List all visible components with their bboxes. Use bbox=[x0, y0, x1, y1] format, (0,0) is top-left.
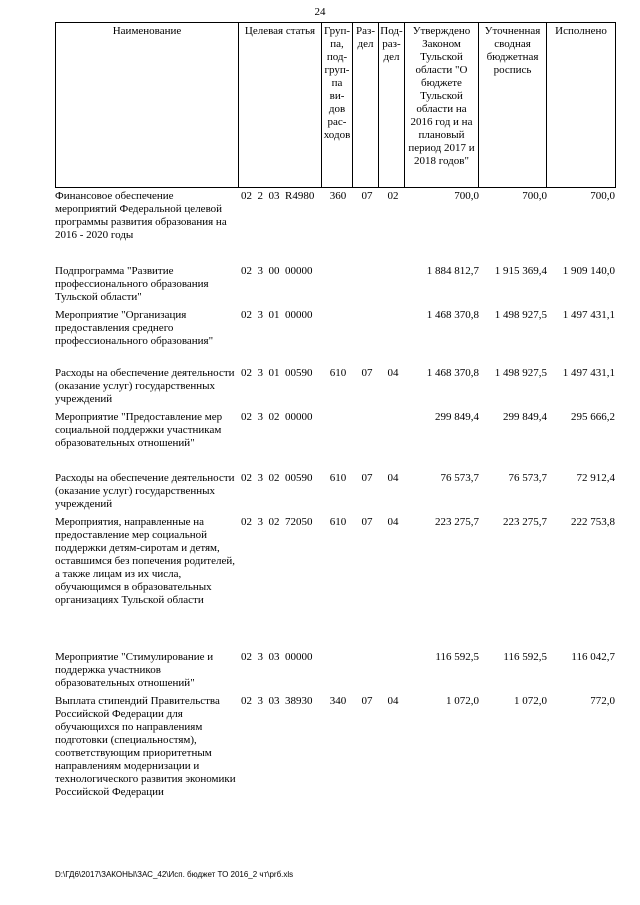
row-name: Мероприятия, направленные на предоставление мер социальной поддержки детям-сиротам и детям, оставшимся без попечения родителей, а также лицам из их числа, обучающимся в образовательных организациях Тульской области bbox=[55, 516, 235, 606]
row-podrazdel: 04 bbox=[387, 695, 399, 707]
row-executed: 116 042,7 bbox=[571, 651, 615, 663]
row-refined: 1 072,0 bbox=[514, 695, 547, 707]
row-razdel: 07 bbox=[361, 472, 373, 484]
row-refined: 1 498 927,5 bbox=[494, 309, 547, 321]
row-refined: 1 498 927,5 bbox=[494, 367, 547, 379]
row-name: Выплата стипендий Правительства Российской Федерации для обучающихся по направлениям подготовки (специальностям), соответствующим приоритетным направлениям модернизации и технологического развития экономики Российской Федерации bbox=[55, 695, 236, 798]
row-code: 02 3 01 00590 bbox=[241, 367, 313, 379]
row-approved: 299 849,4 bbox=[435, 411, 479, 423]
row-executed: 1 497 431,1 bbox=[562, 309, 615, 321]
row-group: 340 bbox=[329, 695, 347, 707]
row-approved: 1 468 370,8 bbox=[426, 367, 479, 379]
header-razdel: Раз- дел bbox=[353, 23, 379, 188]
header-approved: Утверждено Законом Тульской области "О бюджете Тульской области на 2016 год и на плановый период 2017 и 2018 годов" bbox=[405, 23, 479, 188]
row-name: Расходы на обеспечение деятельности (оказание услуг) государственных учреждений bbox=[55, 472, 235, 510]
row-code: 02 3 02 00000 bbox=[241, 411, 313, 423]
header-code: Целевая статья bbox=[239, 23, 322, 188]
row-executed: 772,0 bbox=[590, 695, 615, 707]
row-refined: 299 849,4 bbox=[503, 411, 547, 423]
footer-file-path: D:\ГД6\2017\ЗАКОНЫ\ЗАС_42\Исп. бюджет ТО 2016_2 чт\рrб.xls bbox=[55, 870, 294, 879]
row-code: 02 3 02 72050 bbox=[241, 516, 313, 528]
row-executed: 1 909 140,0 bbox=[562, 265, 615, 277]
row-group: 610 bbox=[329, 472, 347, 484]
row-approved: 116 592,5 bbox=[435, 651, 479, 663]
row-approved: 1 072,0 bbox=[446, 695, 479, 707]
header-name: Наименование bbox=[56, 23, 239, 188]
row-refined: 223 275,7 bbox=[503, 516, 547, 528]
row-group: 610 bbox=[329, 516, 347, 528]
row-executed: 72 912,4 bbox=[576, 472, 615, 484]
row-code: 02 3 03 38930 bbox=[241, 695, 313, 707]
row-podrazdel: 04 bbox=[387, 516, 399, 528]
row-refined: 1 915 369,4 bbox=[494, 265, 547, 277]
row-group: 360 bbox=[329, 190, 347, 202]
row-refined: 76 573,7 bbox=[508, 472, 547, 484]
row-name: Мероприятие "Организация предоставления среднего профессионального образования" bbox=[55, 309, 214, 347]
header-group: Груп- па, под- груп- па ви- дов рас- ходов bbox=[322, 23, 353, 188]
row-razdel: 07 bbox=[361, 516, 373, 528]
row-name: Мероприятие "Предоставление мер социальной поддержки участникам образовательных отношений" bbox=[55, 411, 223, 449]
page-number: 24 bbox=[314, 6, 326, 18]
row-name: Подпрограмма "Развитие профессионального образования Тульской области" bbox=[55, 265, 209, 303]
row-approved: 76 573,7 bbox=[440, 472, 479, 484]
row-approved: 1 884 812,7 bbox=[426, 265, 479, 277]
row-name: Мероприятие "Стимулирование и поддержка участников образовательных отношений" bbox=[55, 651, 214, 689]
row-code: 02 3 00 00000 bbox=[241, 265, 313, 277]
row-code: 02 2 03 R4980 bbox=[241, 190, 315, 202]
row-podrazdel: 04 bbox=[387, 472, 399, 484]
row-executed: 295 666,2 bbox=[571, 411, 615, 423]
row-razdel: 07 bbox=[361, 190, 373, 202]
row-approved: 1 468 370,8 bbox=[426, 309, 479, 321]
row-group: 610 bbox=[329, 367, 347, 379]
row-refined: 700,0 bbox=[522, 190, 547, 202]
row-razdel: 07 bbox=[361, 367, 373, 379]
row-approved: 223 275,7 bbox=[435, 516, 479, 528]
row-approved: 700,0 bbox=[454, 190, 479, 202]
row-executed: 222 753,8 bbox=[571, 516, 615, 528]
header-executed: Исполнено bbox=[547, 23, 616, 188]
row-name: Расходы на обеспечение деятельности (оказание услуг) государственных учреждений bbox=[55, 367, 235, 405]
row-refined: 116 592,5 bbox=[503, 651, 547, 663]
row-code: 02 3 01 00000 bbox=[241, 309, 313, 321]
header-podrazdel: Под- раз- дел bbox=[379, 23, 405, 188]
row-razdel: 07 bbox=[361, 695, 373, 707]
row-name: Финансовое обеспечение мероприятий Федеральной целевой программы развития образования на 2016 - 2020 годы bbox=[55, 190, 227, 241]
row-code: 02 3 02 00590 bbox=[241, 472, 313, 484]
row-executed: 1 497 431,1 bbox=[562, 367, 615, 379]
row-executed: 700,0 bbox=[590, 190, 615, 202]
row-code: 02 3 03 00000 bbox=[241, 651, 313, 663]
row-podrazdel: 02 bbox=[387, 190, 399, 202]
row-podrazdel: 04 bbox=[387, 367, 399, 379]
header-refined: Уточненная сводная бюджетная роспись bbox=[479, 23, 547, 188]
table-header bbox=[55, 22, 616, 188]
